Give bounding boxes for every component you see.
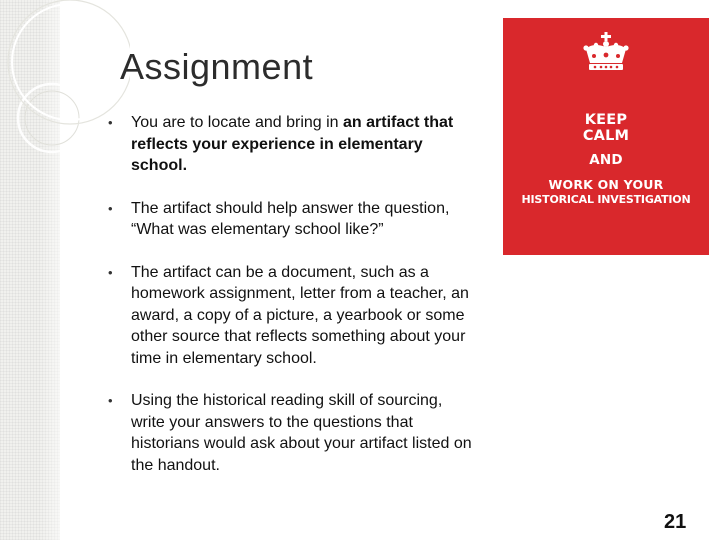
keep-calm-poster — [503, 18, 709, 255]
poster-line-and: AND — [589, 152, 623, 168]
bullet-text: Using the historical reading skill of sourcing, write your answers to the questions that historians would ask about your artifact listed on the handout. — [131, 392, 472, 474]
bullet-item — [108, 390, 478, 476]
bullet-list — [108, 112, 478, 476]
crown-icon — [582, 32, 630, 74]
poster-line-work: WORK ON YOUR — [548, 177, 664, 192]
bullet-text-bold: an artifact that reflects your experience in elementary school. — [131, 114, 454, 174]
bullet-text: The artifact can be a document, such as a homework assignment, letter from a teacher, an award, a copy of a picture, a yearbook or some other source that reflects something about your time in elementary school. — [131, 263, 469, 367]
slide-title: Assignment — [120, 46, 314, 87]
bullet-marker: • — [108, 200, 113, 216]
bullet-item — [108, 262, 478, 370]
bullet-item — [108, 112, 478, 177]
bullet-text: You are to locate and bring in — [131, 114, 344, 131]
bullet-text: The artifact should help answer the question, “What was elementary school like?” — [131, 199, 450, 238]
poster-line-historical: HISTORICAL INVESTIGATION — [521, 193, 691, 206]
page-number: 21 — [664, 511, 687, 533]
bullet-marker: • — [108, 264, 113, 280]
bullet-marker: • — [108, 393, 113, 408]
poster-line-keep: KEEP — [584, 112, 628, 128]
poster-line-calm: CALM — [582, 128, 630, 144]
bullet-item — [108, 198, 478, 241]
bullet-marker: • — [108, 115, 113, 130]
